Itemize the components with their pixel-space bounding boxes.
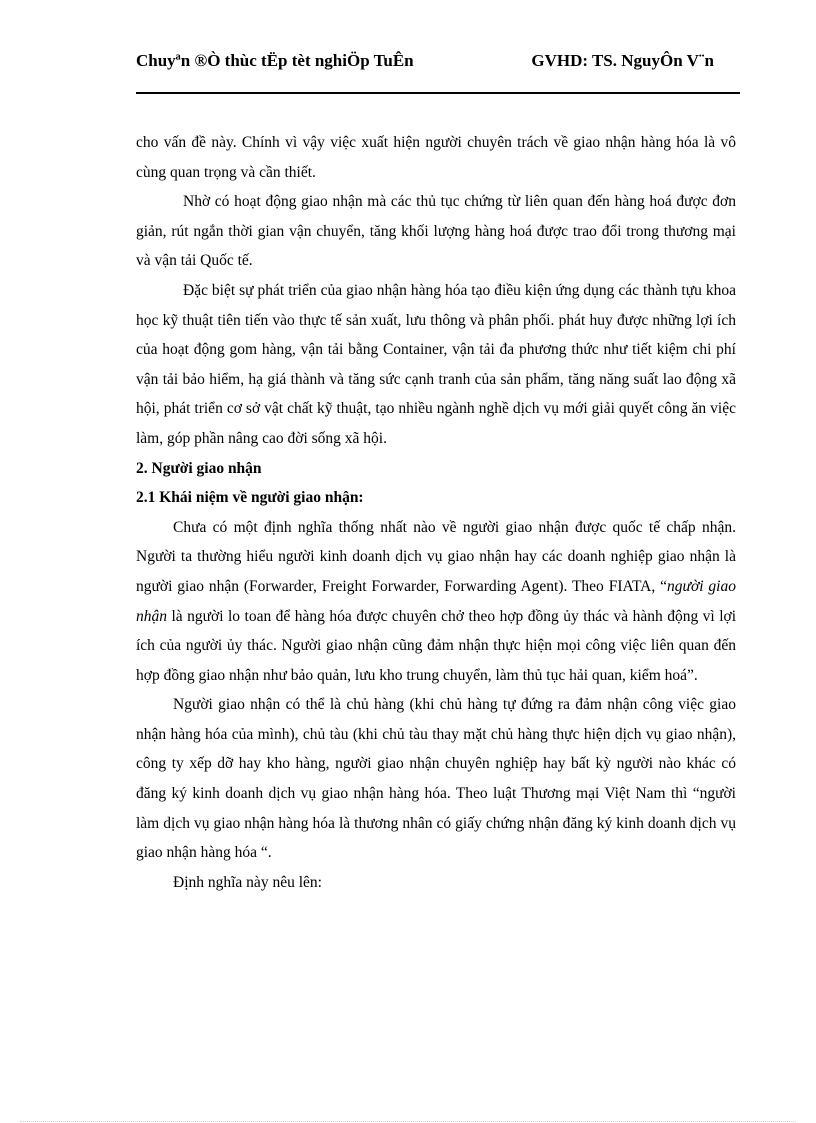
page-header [136,48,740,94]
paragraph: Đặc biệt sự phát triển của giao nhận hàng hóa tạo điều kiện ứng dụng các thành tựu khoa học kỹ thuật tiên tiến vào thực tế sản xuất, lưu thông và phân phối. phát huy được những lợi ích của hoạt động gom hàng, vận tải bằng Container, vận tải đa phương thức như tiết kiệm chi phí vận tải bảo hiểm, hạ giá thành và tăng sức cạnh tranh của sản phẩm, tăng năng suất lao động xã hội, phát triển cơ sở vật chất kỹ thuật, tạo nhiều ngành nghề dịch vụ mới giải quyết công ăn việc làm, góp phần nâng cao đời sống xã hội. [136,281,736,447]
paragraph: Định nghĩa này nêu lên: [173,873,322,891]
paragraph: cho vấn đề này. Chính vì vậy việc xuất hiện người chuyên trách về giao nhận hàng hóa là vô cùng quan trọng và cần thiết. [136,134,736,181]
paragraph-text: là người lo toan để hàng hóa được chuyên chở theo hợp đồng ủy thác và hành động vì lợi ích của người ủy thác. Người giao nhận cũng đảm nhận thực hiện mọi công việc liên quan đến hợp đồng giao nhận như bảo quản, lưu kho trung chuyển, làm thủ tục hải quan, kiểm hoá”. [136,607,736,684]
emphasis-term: người giao nhận [136,577,736,625]
page-bottom-divider [20,1121,796,1122]
paragraph: Nhờ có hoạt động giao nhận mà các thủ tục chứng từ liên quan đến hàng hoá được đơn giản, rút ngắn thời gian vận chuyển, tăng khối lượng hàng hoá được trao đổi trong thương mại và vận tải Quốc tế. [136,193,736,270]
paragraph [136,513,736,691]
header-advisor: GVHD: TS. NguyÔn V¨n [531,51,714,70]
section-heading: 2. Người giao nhận [136,459,262,477]
header-title: Chuyªn ®Ò thùc tËp tèt nghiÖp TuÊn [136,51,414,70]
paragraph: Người giao nhận có thể là chủ hàng (khi chủ hàng tự đứng ra đảm nhận công việc giao nhận hàng hóa của mình), chủ tàu (khi chủ tàu thay mặt chủ hàng thực hiện dịch vụ giao nhận), công ty xếp dỡ hay kho hàng, người giao nhận chuyên nghiệp hay bất kỳ người nào khác có đăng ký kinh doanh dịch vụ giao nhận hàng hóa. Theo luật Thương mại Việt Nam thì “người làm dịch vụ giao nhận hàng hóa là thương nhân có giấy chứng nhận đăng ký kinh doanh dịch vụ giao nhận hàng hóa “. [136,696,736,862]
paragraph-text: Chưa có một định nghĩa thống nhất nào về người giao nhận được quốc tế chấp nhận. Người ta thường hiểu người kinh doanh dịch vụ giao nhận hay các doanh nghiệp giao nhận là người giao nhận (Forwarder, Freight Forwarder, Forwarding Agent). Theo FIATA, “ [136,518,736,595]
document-body [136,128,736,897]
subsection-heading: 2.1 Khái niệm về người giao nhận: [136,489,364,507]
